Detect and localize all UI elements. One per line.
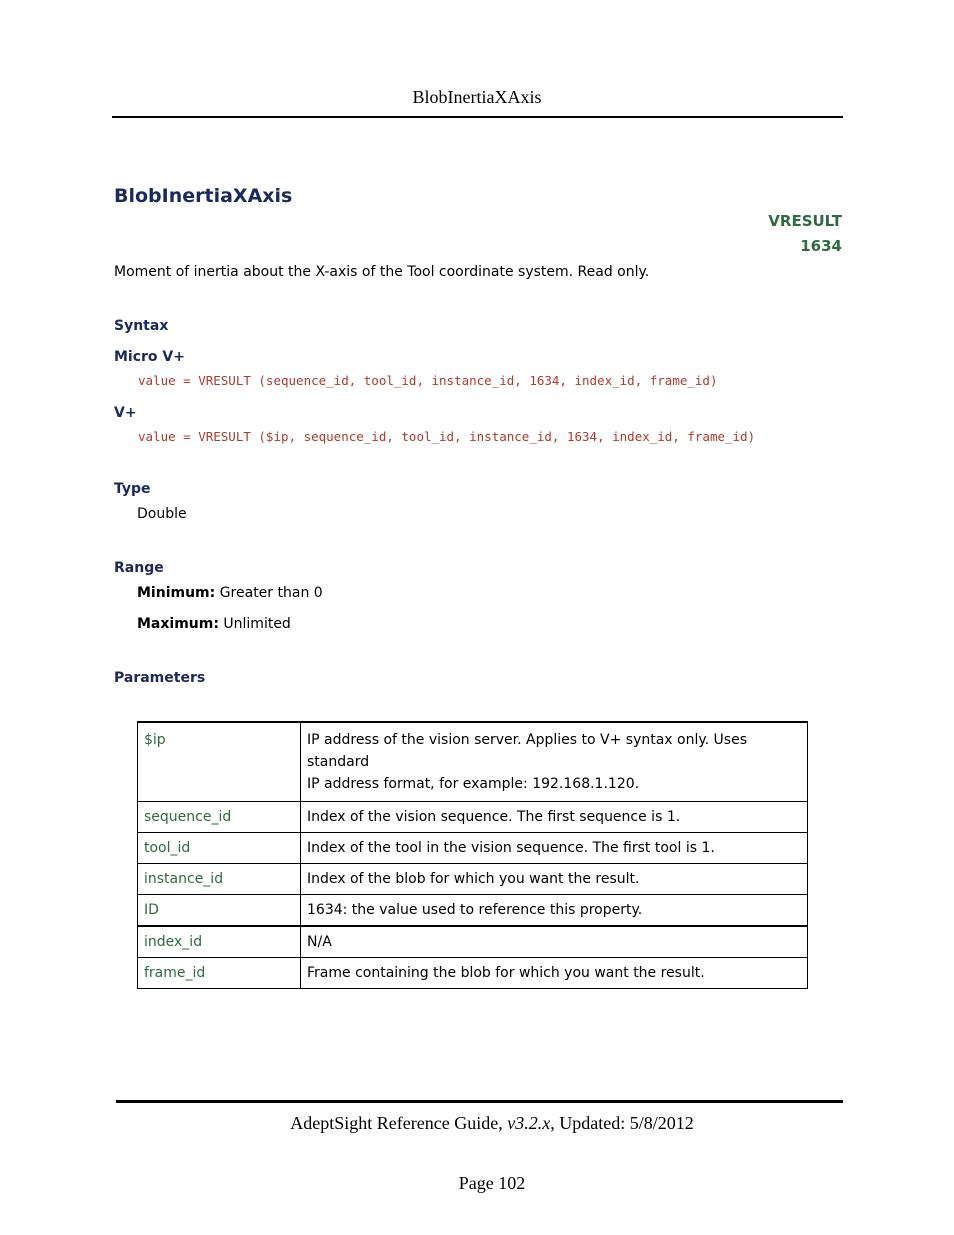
vplus-label: V+ [114, 405, 137, 421]
range-maximum [137, 616, 291, 632]
table-row [138, 833, 808, 864]
footer-updated: , Updated: 5/8/2012 [550, 1113, 694, 1133]
vresult-label: VRESULT [768, 212, 842, 230]
table-row [138, 958, 808, 989]
table-row [138, 926, 808, 958]
param-name: ID [138, 895, 301, 927]
description: Moment of inertia about the X-axis of the Tool coordinate system. Read only. [114, 264, 650, 280]
param-name: index_id [138, 926, 301, 958]
param-description: Index of the tool in the vision sequence. The first tool is 1. [301, 833, 808, 864]
vplus-code: value = VRESULT ($ip, sequence_id, tool_id, instance_id, 1634, index_id, frame_id) [138, 429, 756, 444]
maximum-label: Maximum: [137, 616, 219, 632]
syntax-heading: Syntax [114, 318, 169, 334]
range-minimum [137, 585, 323, 601]
param-name: tool_id [138, 833, 301, 864]
table-row [138, 864, 808, 895]
param-name: frame_id [138, 958, 301, 989]
table-row [138, 802, 808, 833]
param-description: Index of the blob for which you want the result. [301, 864, 808, 895]
page-number: Page 102 [458, 1173, 526, 1193]
param-description-line: IP address format, for example: 192.168.1.120. [307, 776, 640, 792]
param-name: instance_id [138, 864, 301, 895]
footer-text [0, 1113, 954, 1134]
range-heading: Range [114, 560, 164, 576]
type-heading: Type [114, 481, 151, 497]
type-value: Double [137, 506, 187, 522]
param-description-line: IP address of the vision server. Applies to V+ syntax only. Uses standard [307, 732, 747, 770]
parameters-table [137, 721, 808, 989]
param-description [301, 722, 808, 802]
vresult-id: 1634 [800, 237, 842, 255]
minimum-label: Minimum: [137, 585, 216, 601]
minimum-value: Greater than 0 [219, 585, 323, 601]
param-description: 1634: the value used to reference this property. [301, 895, 808, 927]
header-rule [112, 116, 843, 118]
micro-vplus-code: value = VRESULT (sequence_id, tool_id, instance_id, 1634, index_id, frame_id) [138, 373, 718, 388]
param-name: $ip [138, 722, 301, 802]
table-row [138, 895, 808, 927]
micro-vplus-label: Micro V+ [114, 349, 185, 365]
maximum-value: Unlimited [223, 616, 291, 632]
footer-rule [116, 1100, 843, 1103]
footer-version: , v3.2.x [498, 1113, 551, 1133]
page-title: BlobInertiaXAxis [114, 185, 293, 207]
param-description: Index of the vision sequence. The first sequence is 1. [301, 802, 808, 833]
footer-guide-name: AdeptSight Reference Guide [290, 1113, 499, 1133]
running-header-title: BlobInertiaXAxis [412, 87, 542, 107]
table-row [138, 722, 808, 802]
param-description: Frame containing the blob for which you want the result. [301, 958, 808, 989]
parameters-heading: Parameters [114, 670, 206, 686]
param-name: sequence_id [138, 802, 301, 833]
vresult-block [768, 209, 842, 259]
param-description: N/A [301, 926, 808, 958]
